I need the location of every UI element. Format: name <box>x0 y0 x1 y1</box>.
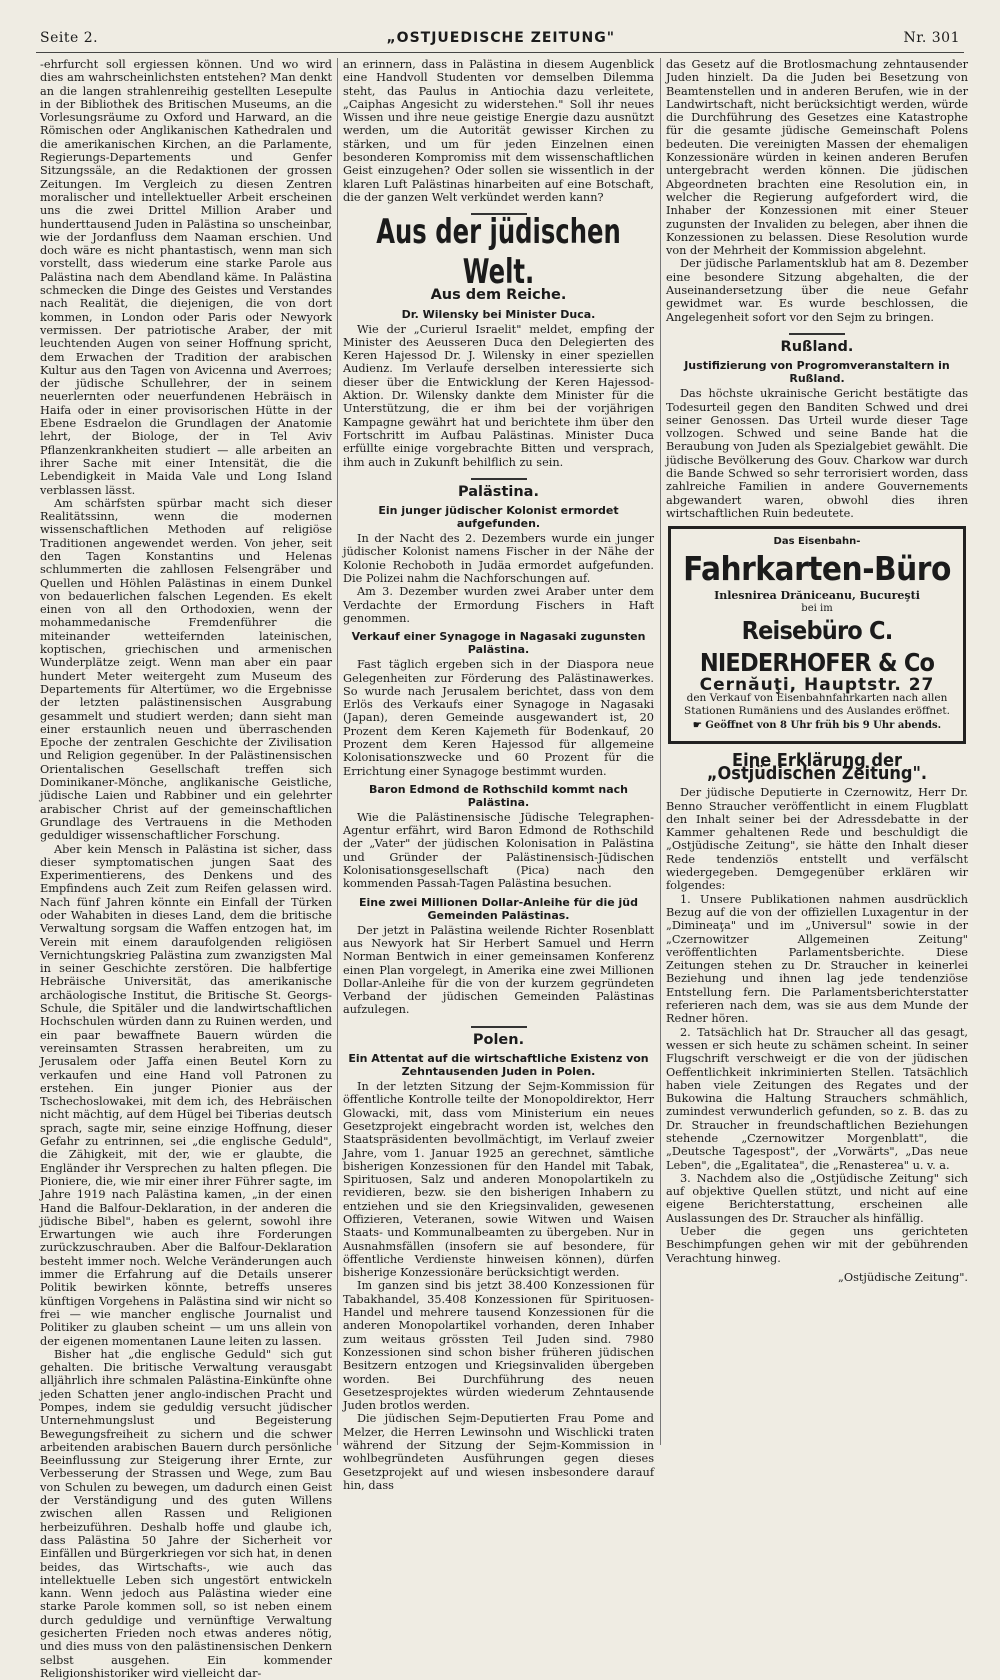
header-rule <box>36 52 964 53</box>
article-paragraph: Die jüdischen Sejm-Deputierten Frau Pome and Melzer, die Herren Lewinsohn und Wischlicki traten während der Sitzung der Sejm-Kommission in wohlbegründeten Ausführungen gegen dieses Gesetzprojekt auf und wiesen insbesondere darauf hin, dass <box>343 1412 654 1492</box>
article-paragraph: Das höchste ukrainische Gericht bestätigte das Todesurteil gegen den Banditen Schwed und drei seiner Genossen. Das Urteil wurde dieser Tage vollzogen. Schwed und seine Bande hat die Beraubung von Juden als Spezialgebiet gewählt. Die jüdische Bevölkerung des Gouv. Charkow war durch die Bande Schwed so sehr terrorisiert worden, dass zahlreiche Familien in andere Gouvernements abgewandert waren, obwohl dies ihren wirtschaftlichen Ruin bedeutete. <box>666 387 968 520</box>
article-paragraph: das Gesetz auf die Brotlosmachung zehntausender Juden hinzielt. Da die Juden bei Besetzung von Beamtenstellen und in anderen Berufen, wie in der Landwirtschaft, nicht berücksichtigt werden, würde die Durchführung des Gesetzes eine Katastrophe für die gesamte jüdische Gemeinschaft Polens bedeuten. Die vereinigten Massen der ehemaligen Konzessionäre würden in keinen anderen Berufen untergebracht werden können. Die jüdischen Abgeordneten brachten eine Resolution ein, in welcher die Regierung aufgefordert wird, die Inhaber der Konzessionen mit einer Steuer zugunsten der Invaliden zu belegen, aber ihnen die Konzessionen zu belassen. Diese Resolution wurde von der Mehrheit der Kommission abgelehnt. <box>666 58 968 258</box>
article-paragraph: Aber kein Mensch in Palästina ist sicher, dass dieser symptomatischen jungen Saat des Experimentierens, des Denkens und des Empfindens auch Zeit zum Reifen gelassen wird. Nach fünf Jahren könnte ein Einfall der Türken oder Wahabiten in dieses Land, dem die britische Verwaltung sorgsam die Waffen entzogen hat, im Verein mit einem daraufolgenden religiösen Vernichtungskrieg Palästina zum zwanzigsten Mal in seiner Geschichte zerstören. Die halbfertige Hebräische Universität, das amerikanische archäologische Institut, die Britische St. Georgs-Schule, die Spitäler und die landwirtschaftlichen Hochschulen würden dann zu Ruinen werden, und ein paar bewaffnete Bauern würden die vereinsamten Strassen herabreiten, um zu Jerusalem oder Jaffa einen Beutel Korn zu verkaufen und eine Hand voll Patronen zu erstehen. Ein junger Pionier aus der Tschechoslowakei, mit dem ich, des Hebräischen nicht mächtig, auf dem Hügel bei Tiberias deutsch sprach, sagte mir, seine einzige Hoffnung, dieser Gefahr zu entrinnen, sei „die englische Geduld", die Zähigkeit, mit der, wie er glaubte, die Engländer ihr Versprechen zu halten pflegen. Die Pioniere, die, wie mir einer ihrer Führer sagte, im Jahre 1919 nach Palästina kamen, „in der einen Hand die Balfour-Deklaration, in der anderen die jüdische Bibel", haben es gelernt, sowohl ihre Erwartungen wie auch ihre Forderungen zurückzuschrauben. Aber die Balfour-Deklaration besteht immer noch. Welche Veränderungen auch immer die Erfahrung auf die Details unserer Politik bewirken könnte, betreffs unseres künftigen Vorgehens in Palästina sind wir nicht so frei — wie mancher englische Journalist und Politiker zu glauben scheint — um uns allein von der eigenen momentanen Laune leiten zu lassen. <box>40 842 332 1348</box>
section-heading: Palästina. <box>458 483 539 500</box>
article-paragraph: 3. Nachdem also die „Ostjüdische Zeitung" sich auf objektive Quellen stützt, und nicht auf eine eigene Berichterstattung, erscheinen alle Auslassungen des Dr. Straucher als hinfällig. <box>666 1171 968 1225</box>
ad-line: Das Eisenbahn- <box>773 536 861 548</box>
article-heading: Eine zwei Millionen Dollar-Anleihe für die jüd Gemeinden Palästinas. <box>359 895 638 922</box>
page-number: Seite 2. <box>40 30 99 46</box>
ad-line: den Verkauf von Eisenbahnfahrkarten nach allen Stationen Rumäniens und des Auslandes eröffnet. <box>684 692 950 717</box>
ad-hours: ☛ Geöffnet von 8 Uhr früh bis 9 Uhr abends. <box>692 720 942 732</box>
article-paragraph: Bisher hat „die englische Geduld" sich gut gehalten. Die britische Verwaltung verausgabt alljährlich ihre schmalen Palästina-Einkünfte ohne jeden Schatten jener anglo-indischen Pracht und Pompes, indem sie geduldig versucht jüdischer Unternehmungslust und Begeisterung Bewegungsfreiheit zu sichern und die schwer arbeitenden arabischen Bauern durch persönliche Beeinflussung zur Steigerung ihrer Ernte, zur Verbesserung der Strassen und Wege, zum Bau von Schulen zu bewegen, um dadurch einen Geist der Verständigung und des guten Willens zwischen allen Rassen und Religionen herbeizuführen. Deshalb hoffe und glaube ich, dass Palästina 50 Jahre der Sicherheit vor Einfällen und Bürgerkriegen vor sich hat, in denen beides, das Wirtschafts-, wie auch das intellektuelle Leben sich ungestört entwickeln kann. Wenn jedoch aus Palästina wieder eine starke Parole kommen soll, so ist neben einem durch geduldige und vernünftige Verwaltung gesicherten Frieden noch etwas anderes nötig, und dies muss von den palästinensischen Denkern selbst ausgehen. Ein kommender Religionshistoriker wird vielleicht dar- <box>40 1347 332 1680</box>
advertisement-box <box>668 526 966 743</box>
article-paragraph: -ehrfurcht soll ergiessen können. Und wo wird dies am wahrscheinlichsten entstehen? Man denkt an die langen strahlenreihig gestellten Lesepulte in der Bibliothek des Britischen Museums, an die Vorlesungsräume zu Oxford und Harward, an die Römischen oder Anglikanischen Kathedralen und die amerikanischen Kirchen, an die Parlamente, Regierungs-Departements und Genfer Sitzungssäle, an die Redaktionen der grossen Zeitungen. Im Vergleich zu diesen Zentren moralischer und intellektueller Arbeit erscheinen uns die zwei Drittel Million Araber und hunderttausend Juden in Palästina so unscheinbar, wie der Jordanfluss dem Naaman erschien. Und doch wäre es nicht phantastisch, wenn man sich vorstellt, dass wiederum eine starke Parole aus Palästina nach dem Abendland käme. In Palästina schmecken die Dinge des Geistes und Verstandes nach Realität, die diejenigen, die von dort kommen, in London oder Paris oder Newyork vermissen. Der patriotische Araber, der mit leuchtenden Augen von seiner Hoffnung spricht, dem Erwachen der Tradition der arabischen Kultur aus den Tagen von Avicenna und Averroes; der jüdische Schullehrer, der in seinem neuerlernten oder neuerfundenen Hebräisch in Haifa oder in einer provisorischen Hütte in der Ebene Esdraelon die Grundlagen der Anatomie lehrt, der Biologe, der in Tel Aviv Pflanzenkrankheiten studiert — alle arbeiten an ihrer Sache mit einer Intensität, die die Lebendigkeit in Maida Vale und Long Island verblassen lässt. <box>40 58 332 497</box>
separator <box>471 478 527 480</box>
issue-number: Nr. 301 <box>903 30 960 46</box>
page-header <box>40 24 960 46</box>
article-paragraph: Am schärfsten spürbar macht sich dieser Realitätssinn, wenn die modernen wissenschaftlichen Methoden auf religiöse Traditionen angewendet werden. Von jeher, seit den Tagen Konstantins und Helenas schlummerten die zahllosen Felsengräber und Quellen und Höhlen Palästinas in einem Dunkel von bedauerlichen falschen Legenden. Es ekelt einen von all den Orthodoxien, wenn der mohammedanische Fremdenführer die miteinander wetteifernden lateinischen, koptischen, griechischen und armenischen Wunderplätze zeigt. Wenn man aber ein paar hundert Meter weitergeht zum Museum des Departements für Altertümer, wo die Ergebnisse der letzten palästinensischen Ausgrabung gesammelt und studiert werden; dann sieht man einer erstaunlich neuen und überraschenden Epoche der zentralen Geschichte der Zivilisation und Religion gegenüber. In der Palästinensischen Orientalischen Gesellschaft treffen sich Dominikaner-Mönche, anglikanische Geistliche, jüdische Laien und Rabbiner und ein gelehrter arabischer Christ auf der gemeinschaftlichen Grundlage des Vertrauens in die Methoden geduldiger wissenschaftlicher Forschung. <box>40 496 332 843</box>
separator <box>471 1026 527 1028</box>
article-paragraph: an erinnern, dass in Palästina in diesem Augenblick eine Handvoll Studenten vor demselben Dilemma steht, das Paulus in Antiochia dazu verleitete, „Caiphas Angesicht zu widerstehen." Soll ihr neues Wissen und ihre neue geistige Energie dazu ausnützt werden, um die Autorität gewisser Kirchen zu stärken, und um für jeden Einzelnen einen besonderen Kompromiss mit dem wissenschaftlichen Geist einzugehen? Oder sollen sie wissentlich in der klaren Luft Palästinas hinarbeiten auf eine Botschaft, die der ganzen Welt verkündet werden kann? <box>343 58 654 204</box>
declaration-title: Eine Erklärung der „Ostjüdischen Zeitung". <box>706 749 928 784</box>
column-divider <box>660 58 661 1445</box>
article-heading: Ein junger jüdischer Kolonist ermordet aufgefunden. <box>378 504 619 531</box>
column-3 <box>666 58 968 1445</box>
section-banner: Aus der jüdischen Welt. <box>376 213 621 293</box>
ad-line: Inlesnirea Drăniceanu, Bucureşti <box>714 588 920 602</box>
section-heading: Rußland. <box>780 338 854 355</box>
ad-address: Cernăuţi, Hauptstr. 27 <box>699 675 935 696</box>
article-heading: Dr. Wilensky bei Minister Duca. <box>401 307 596 321</box>
section-heading: Polen. <box>472 1031 525 1048</box>
article-paragraph: Der jüdische Deputierte in Czernowitz, Herr Dr. Benno Straucher veröffentlicht in einem Flugblatt den Inhalt seiner bei der Adressdebatte in der Kammer gehaltenen Rede und beschuldigt die „Ostjüdische Zeitung", sie hätte den Inhalt dieser Rede tendenziös entstellt und verfälscht wiedergegeben. Demgegenüber erklären wir folgendes: <box>666 786 968 893</box>
signature: „Ostjüdische Zeitung". <box>837 1270 968 1284</box>
column-divider <box>337 58 338 1445</box>
column-1 <box>40 58 332 1680</box>
article-heading: Ein Attentat auf die wirtschaftliche Existenz von Zehntausenden Juden in Polen. <box>348 1052 649 1079</box>
article-paragraph: Im ganzen sind bis jetzt 38.400 Konzessionen für Tabakhandel, 35.408 Konzessionen für Spirituosen-Handel und mehrere tausend Konzessionen für die anderen Monopolartikel vorhanden, deren Inhaber zum weitaus grössten Teil Juden sind. 7980 Konzessionen sind schon bisher früheren jüdischen Besitzern entzogen und Kriegsinvaliden übergeben worden. Bei Durchführung des neuen Gesetzesprojektes würden wiederum Zehntausende Juden brotlos werden. <box>343 1279 654 1413</box>
ad-line: bei im <box>801 602 833 614</box>
article-paragraph: Wie der „Curierul Israelit" meldet, empfing der Minister des Aeusseren Duca den Delegierten des Keren Hajessod Dr. J. Wilensky in einer speziellen Audienz. Im Verlaufe derselben interessierte sich dieser über die Entwicklung der Keren Hajessod-Aktion. Dr. Wilensky dankte dem Minister für die Unterstützung, die er ihm bei der vorjährigen Kampagne gewährt hat und berichtete ihm über den Fortschritt im Aufbau Palästinas. Minister Duca erfüllte einige vorgebrachte Bitten und versprach, ihm auch in Zukunft behilflich zu sein. <box>343 322 654 469</box>
column-2 <box>343 58 654 1492</box>
article-paragraph: Wie die Palästinensische Jüdische Telegraphen-Agentur erfährt, wird Baron Edmond de Rothschild der „Vater" der jüdischen Kolonisation in Palästina und Gründer der Palästinensisch-Jüdischen Kolonisationsgesellschaft (Pica) nach den kommenden Passah-Tagen Palästina besuchen. <box>343 810 654 891</box>
article-paragraph: Der jüdische Parlamentsklub hat am 8. Dezember eine besondere Sitzung abgehalten, die der Auseinandersetzung über die neue Gefahr gewidmet war. Es wurde beschlossen, die Angelegenheit sofort vor den Sejm zu bringen. <box>666 257 968 324</box>
article-paragraph: In der letzten Sitzung der Sejm-Kommission für öffentliche Kontrolle teilte der Monopoldirektor, Herr Glowacki, mit, dass vom Ministerium ein neues Gesetzprojekt eingebracht worden ist, welches den Staatspräsidenten bevollmächtigt, im Verlauf zweier Jahre, vom 1. Januar 1925 an gerechnet, sämtliche bisherigen Konzessionen für den Handel mit Tabak, Spirituosen, Salz und anderen Monopolartikeln zu revidieren, bezw. sie den bisherigen Inhabern zu entziehen und sie den Kriegsinvaliden, gewesenen Offizieren, Veteranen, sowie Witwen und Waisen Staats- und Kommunalbeamten zu übergeben. Nur in Ausnahmsfällen (insofern sie auf besondere, für öffentliche Verdienste hinweisen können), dürfen bisherige Konzessionäre berücksichtigt werden. <box>343 1080 654 1280</box>
article-paragraph: 2. Tatsächlich hat Dr. Straucher all das gesagt, wessen er sich heute zu schämen scheint. In seiner Flugschrift verschweigt er die von der jüdischen Oeffentlichkeit inkriminierten Stellen. Tatsächlich haben viele Zeitungen des Regates und der Bukowina die Haltung Strauchers schmählich, zumindest verwunderlich gefunden, so z. B. das zu Dr. Straucher in freundschaftlichen Beziehungen stehende „Czernowitzer Morgenblatt", die „Deutsche Tagespost", der „Vorwärts", „Das neue Leben", die „Egalitatea", die „Renasterea" u. v. a. <box>666 1025 968 1172</box>
article-heading: Verkauf einer Synagoge in Nagasaki zugunsten Palästina. <box>351 630 646 657</box>
article-paragraph: Am 3. Dezember wurden zwei Araber unter dem Verdachte der Ermordung Fischers in Haft genommen. <box>343 585 654 625</box>
newspaper-title: „OSTJUEDISCHE ZEITUNG" <box>386 30 616 46</box>
article-paragraph: Der jetzt in Palästina weilende Richter Rosenblatt aus Newyork hat Sir Herbert Samuel und Herrn Norman Bentwich in einer gemeinsamen Konferenz einen Plan vorgelegt, in Amerika eine zwei Millionen Dollar-Anleihe für die von der kurzem gegründeten Verband der jüdischen Gemeinden Palästinas aufzulegen. <box>343 923 654 1017</box>
article-paragraph: Fast täglich ergeben sich in der Diaspora neue Gelegenheiten zur Förderung des Palästinawerkes. So wurde nach Jerusalem berichtet, dass von dem Erlös des Verkaufs einer Synagoge in Nagasaki (Japan), deren Gemeinde ausgewandert ist, 20 Prozent dem Keren Kajemeth für Bodenkauf, 20 Prozent dem Keren Hajessod für allgemeine Kolonisationszwecke und 60 Prozent für die Errichtung einer Synagoge bestimmt wurden. <box>343 658 654 778</box>
article-heading: Baron Edmond de Rothschild kommt nach Palästina. <box>368 782 628 809</box>
section-heading: Aus dem Reiche. <box>430 287 567 304</box>
ad-company: Reisebüro C. NIEDERHOFER & Co <box>699 616 935 678</box>
article-heading: Justifizierung von Progromveranstaltern in Rußland. <box>684 359 950 386</box>
article-paragraph: In der Nacht des 2. Dezembers wurde ein junger jüdischer Kolonist namens Fischer in der Nähe der Kolonie Rechoboth in Judäa ermordet aufgefunden. Die Polizei nahm die Nachforschungen auf. <box>343 532 654 586</box>
article-paragraph: 1. Unsere Publikationen nahmen ausdrücklich Bezug auf die von der offiziellen Luxagentur in der „Dimineaţa" und im „Universul" sowie in der „Czernowitzer Allgemeinen Zeitung" veröffentlichten Parlamentsberichte. Diese Zeitungen stehen zu Dr. Straucher in keinerlei Beziehung und ihnen lag jede tendenziöse Entstellung fern. Die Parlamentsberichterstatter referieren nach dem, was sie aus dem Munde der Redner hören. <box>666 892 968 1026</box>
ad-headline: Fahrkarten-Büro <box>683 548 951 588</box>
separator <box>789 333 845 335</box>
article-paragraph: Ueber die gegen uns gerichteten Beschimpfungen gehen wir mit der gebührenden Verachtung hinweg. <box>666 1225 968 1265</box>
